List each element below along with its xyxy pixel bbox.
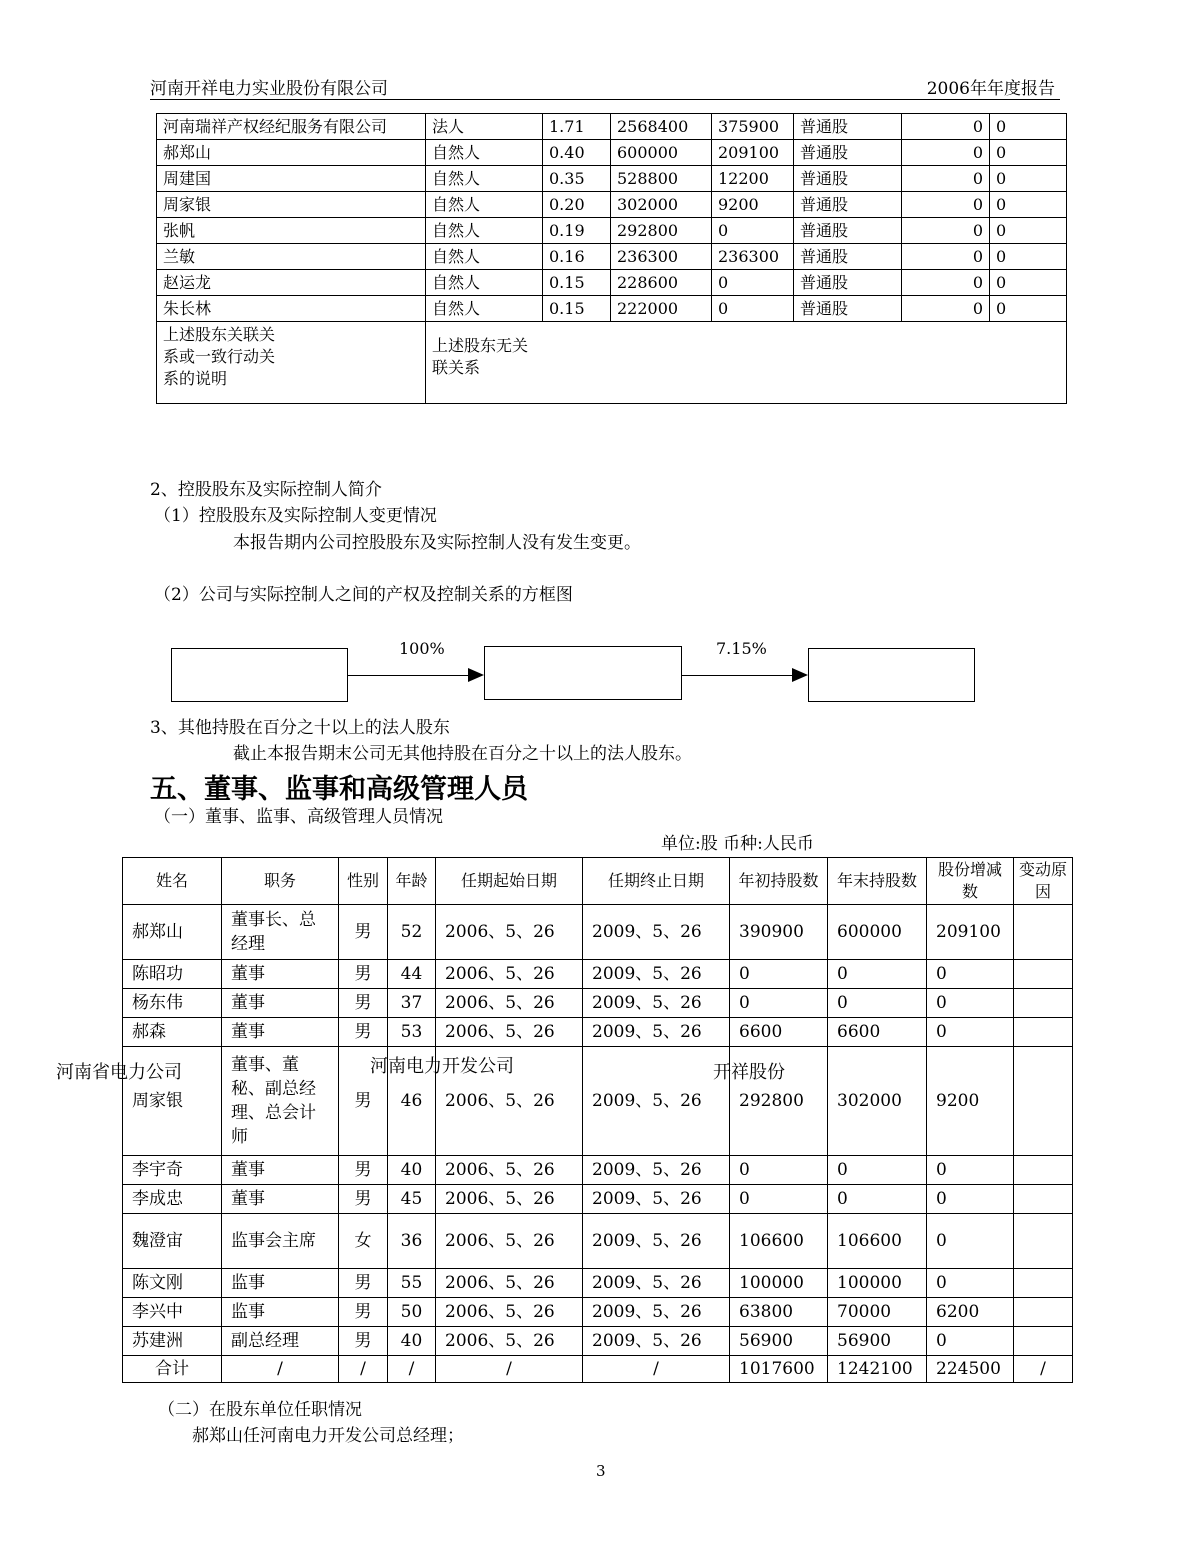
term-end-cell: 2009、5、26	[583, 1327, 730, 1356]
table-row	[123, 1269, 1073, 1298]
holder-change-cell: 0	[712, 296, 794, 322]
holder-percent-cell: 0.40	[543, 140, 611, 166]
holder-pledged-cell: 0	[902, 166, 990, 192]
closing-shares-cell: 0	[828, 989, 927, 1018]
share-change-cell: 0	[927, 1327, 1014, 1356]
diagram-arrowhead-1	[468, 668, 484, 682]
change-reason-cell	[1014, 1185, 1073, 1214]
note-value-line: 联关系	[432, 358, 481, 377]
table-row	[123, 1327, 1073, 1356]
term-end-cell: 2009、5、26	[583, 1269, 730, 1298]
holder-change-cell: 12200	[712, 166, 794, 192]
column-header: 任期起始日期	[436, 858, 583, 905]
member-age-cell: 52	[388, 905, 436, 960]
member-name-cell: 周家银	[123, 1047, 222, 1156]
note-label-line: 系或一致行动关	[163, 347, 276, 366]
header-company: 河南开祥电力实业股份有限公司	[150, 79, 388, 99]
closing-shares-cell: 106600	[828, 1214, 927, 1269]
holder-pledged-cell: 0	[902, 114, 990, 140]
member-age-cell: 44	[388, 960, 436, 989]
table-row	[123, 1156, 1073, 1185]
total-closing-cell: 1242100	[828, 1356, 927, 1383]
share-change-cell: 0	[927, 1018, 1014, 1047]
member-sex-cell: 男	[339, 960, 388, 989]
column-header: 变动原因	[1014, 858, 1073, 905]
member-name-cell: 杨东伟	[123, 989, 222, 1018]
holder-name-cell: 朱长林	[157, 296, 426, 322]
opening-shares-cell: 0	[730, 960, 828, 989]
opening-shares-cell: 6600	[730, 1018, 828, 1047]
section-5-sub2-text: 郝郑山任河南电力开发公司总经理；	[192, 1426, 464, 1446]
member-age-cell: 36	[388, 1214, 436, 1269]
diagram-edge-label-2: 7.15%	[716, 639, 767, 658]
table-row	[123, 1047, 1073, 1156]
section-5-heading: 五、董事、监事和高级管理人员	[150, 774, 528, 805]
section-3-text: 截止本报告期末公司无其他持股在百分之十以上的法人股东。	[233, 744, 692, 764]
holder-other-cell: 0	[990, 166, 1067, 192]
share-change-cell: 0	[927, 1214, 1014, 1269]
closing-shares-cell: 0	[828, 960, 927, 989]
table-row	[123, 960, 1073, 989]
total-reason-cell: /	[1014, 1356, 1073, 1383]
member-sex-cell: 男	[339, 1047, 388, 1156]
holder-shares-cell: 236300	[611, 244, 712, 270]
opening-shares-cell: 390900	[730, 905, 828, 960]
share-change-cell: 0	[927, 1185, 1014, 1214]
section-2-sub1-text: 本报告期内公司控股股东及实际控制人没有发生变更。	[233, 533, 641, 553]
total-start-cell: /	[436, 1356, 583, 1383]
closing-shares-cell: 0	[828, 1156, 927, 1185]
holder-name-cell: 赵运龙	[157, 270, 426, 296]
share-change-cell: 209100	[927, 905, 1014, 960]
change-reason-cell	[1014, 1214, 1073, 1269]
note-value-line: 上述股东无关	[432, 336, 529, 355]
holder-share-kind-cell: 普通股	[794, 192, 902, 218]
holder-percent-cell: 0.16	[543, 244, 611, 270]
member-sex-cell: 男	[339, 1298, 388, 1327]
holder-pledged-cell: 0	[902, 192, 990, 218]
holder-shares-cell: 228600	[611, 270, 712, 296]
holder-other-cell: 0	[990, 114, 1067, 140]
holder-type-cell: 自然人	[426, 140, 543, 166]
holder-change-cell: 9200	[712, 192, 794, 218]
column-header: 年末持股数	[828, 858, 927, 905]
column-header: 性别	[339, 858, 388, 905]
holder-type-cell: 法人	[426, 114, 543, 140]
holder-change-cell: 375900	[712, 114, 794, 140]
diagram-arrow-1	[347, 675, 469, 676]
diagram-box-3	[808, 648, 975, 702]
holder-other-cell: 0	[990, 270, 1067, 296]
term-end-cell: 2009、5、26	[583, 905, 730, 960]
holder-shares-cell: 600000	[611, 140, 712, 166]
diagram-arrow-2	[681, 675, 793, 676]
share-change-cell: 6200	[927, 1298, 1014, 1327]
term-start-cell: 2006、5、26	[436, 960, 583, 989]
opening-shares-cell: 100000	[730, 1269, 828, 1298]
change-reason-cell	[1014, 1018, 1073, 1047]
diagram-box-1	[171, 648, 348, 702]
term-start-cell: 2006、5、26	[436, 1018, 583, 1047]
holder-shares-cell: 302000	[611, 192, 712, 218]
member-title-cell: 董事	[222, 1156, 339, 1185]
diagram-box-2	[484, 646, 682, 700]
member-title-cell: 副总经理	[222, 1327, 339, 1356]
change-reason-cell	[1014, 1156, 1073, 1185]
holder-percent-cell: 0.15	[543, 270, 611, 296]
unit-note: 单位:股 币种:人民币	[661, 834, 814, 854]
opening-shares-cell: 0	[730, 989, 828, 1018]
table-row	[157, 114, 1067, 140]
change-reason-cell	[1014, 960, 1073, 989]
member-title-cell: 董事	[222, 1185, 339, 1214]
member-age-cell: 55	[388, 1269, 436, 1298]
holder-type-cell: 自然人	[426, 296, 543, 322]
table-row	[123, 1298, 1073, 1327]
holder-shares-cell: 292800	[611, 218, 712, 244]
closing-shares-cell: 600000	[828, 905, 927, 960]
relationship-note-row	[157, 322, 1067, 404]
column-header: 年龄	[388, 858, 436, 905]
section-2-sub2: （2）公司与实际控制人之间的产权及控制关系的方框图	[154, 585, 573, 605]
section-3-title: 3、其他持股在百分之十以上的法人股东	[150, 718, 450, 738]
holder-share-kind-cell: 普通股	[794, 244, 902, 270]
holder-name-cell: 兰敏	[157, 244, 426, 270]
member-title-cell: 董事	[222, 960, 339, 989]
holder-type-cell: 自然人	[426, 192, 543, 218]
section-2-sub1: （1）控股股东及实际控制人变更情况	[154, 506, 437, 526]
opening-shares-cell: 56900	[730, 1327, 828, 1356]
section-5-sub1: （一）董事、监事、高级管理人员情况	[154, 807, 443, 827]
section-5-sub2: （二）在股东单位任职情况	[158, 1400, 362, 1420]
closing-shares-cell: 302000	[828, 1047, 927, 1156]
share-change-cell: 0	[927, 1156, 1014, 1185]
holder-share-kind-cell: 普通股	[794, 140, 902, 166]
column-header: 年初持股数	[730, 858, 828, 905]
term-end-cell: 2009、5、26	[583, 960, 730, 989]
holder-name-cell: 张帆	[157, 218, 426, 244]
holder-type-cell: 自然人	[426, 270, 543, 296]
member-name-cell: 李宇奇	[123, 1156, 222, 1185]
member-age-cell: 40	[388, 1156, 436, 1185]
table-row	[123, 1185, 1073, 1214]
column-header: 职务	[222, 858, 339, 905]
holder-name-cell: 郝郑山	[157, 140, 426, 166]
member-sex-cell: 男	[339, 905, 388, 960]
relationship-note-label	[157, 322, 426, 404]
term-end-cell: 2009、5、26	[583, 1018, 730, 1047]
holder-percent-cell: 1.71	[543, 114, 611, 140]
share-change-cell: 9200	[927, 1047, 1014, 1156]
total-row	[123, 1356, 1073, 1383]
member-age-cell: 45	[388, 1185, 436, 1214]
term-start-cell: 2006、5、26	[436, 1327, 583, 1356]
term-start-cell: 2006、5、26	[436, 1269, 583, 1298]
holder-other-cell: 0	[990, 192, 1067, 218]
member-name-cell: 郝郑山	[123, 905, 222, 960]
table-header-row	[123, 858, 1073, 905]
member-title-cell: 监事会主席	[222, 1214, 339, 1269]
holder-type-cell: 自然人	[426, 218, 543, 244]
opening-shares-cell: 0	[730, 1156, 828, 1185]
holder-pledged-cell: 0	[902, 218, 990, 244]
total-label-cell: 合计	[123, 1356, 222, 1383]
diagram-box-1-label: 河南省电力公司	[56, 1062, 182, 1083]
change-reason-cell	[1014, 1269, 1073, 1298]
term-start-cell: 2006、5、26	[436, 905, 583, 960]
holder-other-cell: 0	[990, 296, 1067, 322]
holder-name-cell: 周家银	[157, 192, 426, 218]
table-row	[157, 140, 1067, 166]
member-title-cell: 董事	[222, 989, 339, 1018]
note-label-line: 上述股东关联关	[163, 325, 276, 344]
holder-shares-cell: 528800	[611, 166, 712, 192]
holder-change-cell: 209100	[712, 140, 794, 166]
table-row	[157, 244, 1067, 270]
share-change-cell: 0	[927, 1269, 1014, 1298]
header-report-title: 2006年年度报告	[926, 79, 1055, 99]
member-name-cell: 陈昭功	[123, 960, 222, 989]
table-row	[157, 192, 1067, 218]
holder-share-kind-cell: 普通股	[794, 114, 902, 140]
term-start-cell: 2006、5、26	[436, 1185, 583, 1214]
member-sex-cell: 男	[339, 1156, 388, 1185]
holder-name-cell: 河南瑞祥产权经纪服务有限公司	[157, 114, 426, 140]
closing-shares-cell: 56900	[828, 1327, 927, 1356]
member-sex-cell: 男	[339, 1269, 388, 1298]
table-row	[157, 270, 1067, 296]
member-name-cell: 郝森	[123, 1018, 222, 1047]
member-age-cell: 46	[388, 1047, 436, 1156]
table-row	[123, 1214, 1073, 1269]
relationship-note-value	[426, 322, 1067, 404]
holder-percent-cell: 0.20	[543, 192, 611, 218]
change-reason-cell	[1014, 1327, 1073, 1356]
total-sex-cell: /	[339, 1356, 388, 1383]
member-name-cell: 魏澄宙	[123, 1214, 222, 1269]
member-age-cell: 40	[388, 1327, 436, 1356]
holder-type-cell: 自然人	[426, 166, 543, 192]
holder-change-cell: 0	[712, 218, 794, 244]
member-sex-cell: 男	[339, 989, 388, 1018]
page-number: 3	[596, 1462, 606, 1480]
column-header: 姓名	[123, 858, 222, 905]
holder-change-cell: 236300	[712, 244, 794, 270]
holder-share-kind-cell: 普通股	[794, 270, 902, 296]
column-header: 任期终止日期	[583, 858, 730, 905]
total-title-cell: /	[222, 1356, 339, 1383]
member-title-cell: 董事长、总经理	[222, 905, 339, 960]
change-reason-cell	[1014, 1298, 1073, 1327]
term-start-cell: 2006、5、26	[436, 989, 583, 1018]
member-name-cell: 陈文刚	[123, 1269, 222, 1298]
holder-percent-cell: 0.15	[543, 296, 611, 322]
term-start-cell: 2006、5、26	[436, 1047, 583, 1156]
holder-pledged-cell: 0	[902, 140, 990, 166]
member-name-cell: 苏建洲	[123, 1327, 222, 1356]
header-divider	[150, 99, 1060, 100]
share-change-cell: 0	[927, 989, 1014, 1018]
member-title-cell: 监事	[222, 1269, 339, 1298]
member-title-cell: 董事、董秘、副总经理、总会计师	[222, 1047, 339, 1156]
note-label-line: 系的说明	[163, 369, 228, 388]
total-opening-cell: 1017600	[730, 1356, 828, 1383]
change-reason-cell	[1014, 1047, 1073, 1156]
table-row	[157, 166, 1067, 192]
term-end-cell: 2009、5、26	[583, 1156, 730, 1185]
holder-name-cell: 周建国	[157, 166, 426, 192]
table-row	[157, 218, 1067, 244]
column-header: 股份增减数	[927, 858, 1014, 905]
term-start-cell: 2006、5、26	[436, 1298, 583, 1327]
diagram-box-3-label: 开祥股份	[713, 1062, 785, 1083]
share-change-cell: 0	[927, 960, 1014, 989]
holder-share-kind-cell: 普通股	[794, 218, 902, 244]
holder-shares-cell: 222000	[611, 296, 712, 322]
opening-shares-cell: 63800	[730, 1298, 828, 1327]
opening-shares-cell: 0	[730, 1185, 828, 1214]
term-end-cell: 2009、5、26	[583, 989, 730, 1018]
holder-other-cell: 0	[990, 140, 1067, 166]
total-age-cell: /	[388, 1356, 436, 1383]
member-age-cell: 53	[388, 1018, 436, 1047]
term-start-cell: 2006、5、26	[436, 1156, 583, 1185]
closing-shares-cell: 100000	[828, 1269, 927, 1298]
holder-type-cell: 自然人	[426, 244, 543, 270]
term-start-cell: 2006、5、26	[436, 1214, 583, 1269]
member-title-cell: 董事	[222, 1018, 339, 1047]
term-end-cell: 2009、5、26	[583, 1214, 730, 1269]
member-title-cell: 监事	[222, 1298, 339, 1327]
member-age-cell: 50	[388, 1298, 436, 1327]
table-row	[157, 296, 1067, 322]
member-sex-cell: 女	[339, 1214, 388, 1269]
diagram-box-2-label: 河南电力开发公司	[370, 1056, 514, 1077]
term-end-cell: 2009、5、26	[583, 1185, 730, 1214]
term-end-cell: 2009、5、26	[583, 1298, 730, 1327]
table-row	[123, 989, 1073, 1018]
term-end-cell: 2009、5、26	[583, 1047, 730, 1156]
closing-shares-cell: 6600	[828, 1018, 927, 1047]
closing-shares-cell: 0	[828, 1185, 927, 1214]
table-row	[123, 905, 1073, 960]
holder-share-kind-cell: 普通股	[794, 296, 902, 322]
member-name-cell: 李成忠	[123, 1185, 222, 1214]
total-end-cell: /	[583, 1356, 730, 1383]
holder-pledged-cell: 0	[902, 270, 990, 296]
total-change-cell: 224500	[927, 1356, 1014, 1383]
holder-percent-cell: 0.19	[543, 218, 611, 244]
holder-change-cell: 0	[712, 270, 794, 296]
holder-pledged-cell: 0	[902, 296, 990, 322]
member-name-cell: 李兴中	[123, 1298, 222, 1327]
table-row	[123, 1018, 1073, 1047]
opening-shares-cell: 292800	[730, 1047, 828, 1156]
member-sex-cell: 男	[339, 1185, 388, 1214]
member-age-cell: 37	[388, 989, 436, 1018]
change-reason-cell	[1014, 989, 1073, 1018]
opening-shares-cell: 106600	[730, 1214, 828, 1269]
shareholders-table	[156, 113, 1067, 404]
holder-pledged-cell: 0	[902, 244, 990, 270]
holder-percent-cell: 0.35	[543, 166, 611, 192]
holder-shares-cell: 2568400	[611, 114, 712, 140]
diagram-arrowhead-2	[792, 668, 808, 682]
holder-share-kind-cell: 普通股	[794, 166, 902, 192]
holder-other-cell: 0	[990, 244, 1067, 270]
diagram-edge-label-1: 100%	[399, 639, 445, 658]
section-2-title: 2、控股股东及实际控制人简介	[150, 480, 382, 500]
management-table	[122, 857, 1073, 1383]
closing-shares-cell: 70000	[828, 1298, 927, 1327]
holder-other-cell: 0	[990, 218, 1067, 244]
change-reason-cell	[1014, 905, 1073, 960]
member-sex-cell: 男	[339, 1018, 388, 1047]
member-sex-cell: 男	[339, 1327, 388, 1356]
